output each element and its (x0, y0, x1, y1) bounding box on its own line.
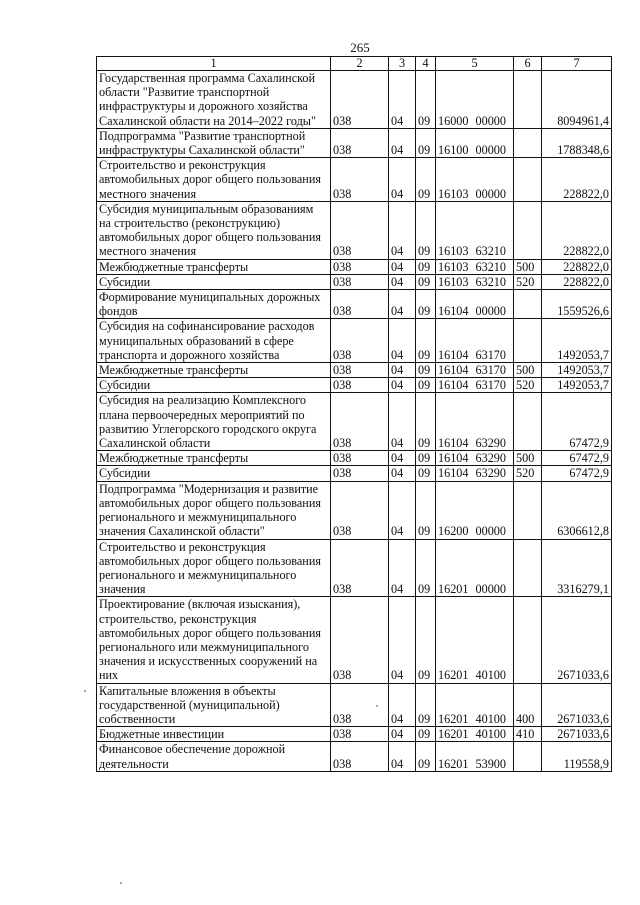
table-row (97, 71, 612, 129)
target-article-code: 16104 63290 (436, 451, 514, 466)
table-row (97, 128, 612, 157)
subsection-code: 09 (416, 393, 436, 451)
item-name: Субсидия муниципальным образованиям на строительство (реконструкцию) автомобильных дорог общего пользования местного значения (97, 201, 331, 259)
ministry-code: 038 (331, 393, 389, 451)
expense-type-code (514, 290, 542, 319)
section-code: 04 (389, 597, 416, 683)
target-article-code: 16201 40100 (436, 597, 514, 683)
section-code: 04 (389, 683, 416, 727)
item-name: Бюджетные инвестиции (97, 727, 331, 742)
subsection-code: 09 (416, 597, 436, 683)
expense-type-code: 520 (514, 274, 542, 289)
section-code: 04 (389, 363, 416, 378)
ministry-code: 038 (331, 742, 389, 771)
item-name: Подпрограмма "Развитие транспортной инфраструктуры Сахалинской области" (97, 128, 331, 157)
item-name: Подпрограмма "Модернизация и развитие автомобильных дорог общего пользования регионального и межмуниципального значения Сахалинской области" (97, 481, 331, 539)
subsection-code: 09 (416, 742, 436, 771)
ministry-code: 038 (331, 378, 389, 393)
table-row (97, 274, 612, 289)
amount: 67472,9 (542, 451, 612, 466)
target-article-code: 16103 63210 (436, 274, 514, 289)
subsection-code: 09 (416, 727, 436, 742)
item-name: Капитальные вложения в объекты государственной (муниципальной) собственности (97, 683, 331, 727)
expense-type-code (514, 742, 542, 771)
table-row (97, 597, 612, 683)
ministry-code: 038 (331, 451, 389, 466)
subsection-code: 09 (416, 274, 436, 289)
item-name: Субсидия на реализацию Комплексного плана первоочередных мероприятий по развитию Углегорского городского округа Сахалинской области (97, 393, 331, 451)
amount: 228822,0 (542, 259, 612, 274)
item-name: Субсидия на софинансирование расходов муниципальных образований в сфере транспорта и дорожного хозяйства (97, 319, 331, 363)
ministry-code: 038 (331, 158, 389, 202)
table-row (97, 393, 612, 451)
table-row (97, 466, 612, 481)
expense-type-code (514, 128, 542, 157)
expense-type-code (514, 319, 542, 363)
amount: 67472,9 (542, 393, 612, 451)
target-article-code: 16201 00000 (436, 539, 514, 597)
table-row (97, 451, 612, 466)
target-article-code: 16104 63290 (436, 393, 514, 451)
amount: 67472,9 (542, 466, 612, 481)
amount: 3316279,1 (542, 539, 612, 597)
table-body (97, 71, 612, 772)
target-article-code: 16100 00000 (436, 128, 514, 157)
section-code: 04 (389, 290, 416, 319)
expense-type-code: 520 (514, 466, 542, 481)
subsection-code: 09 (416, 481, 436, 539)
expense-type-code (514, 158, 542, 202)
header-row (97, 57, 612, 71)
target-article-code: 16000 00000 (436, 71, 514, 129)
scan-speck (376, 705, 378, 707)
column-header: 6 (514, 57, 542, 71)
amount: 228822,0 (542, 158, 612, 202)
item-name: Строительство и реконструкция автомобильных дорог общего пользования местного значения (97, 158, 331, 202)
ministry-code: 038 (331, 274, 389, 289)
section-code: 04 (389, 378, 416, 393)
item-name: Субсидии (97, 378, 331, 393)
ministry-code: 038 (331, 290, 389, 319)
page-number: 265 (350, 40, 370, 55)
expense-type-code: 500 (514, 363, 542, 378)
scan-speck (120, 882, 122, 884)
section-code: 04 (389, 539, 416, 597)
table-row (97, 363, 612, 378)
ministry-code: 038 (331, 319, 389, 363)
expense-type-code: 400 (514, 683, 542, 727)
subsection-code: 09 (416, 466, 436, 481)
expense-type-code: 500 (514, 451, 542, 466)
expense-type-code (514, 393, 542, 451)
subsection-code: 09 (416, 539, 436, 597)
subsection-code: 09 (416, 71, 436, 129)
target-article-code: 16104 63170 (436, 319, 514, 363)
section-code: 04 (389, 158, 416, 202)
section-code: 04 (389, 201, 416, 259)
item-name: Строительство и реконструкция автомобильных дорог общего пользования регионального и межмуниципального значения (97, 539, 331, 597)
table-row (97, 158, 612, 202)
section-code: 04 (389, 128, 416, 157)
ministry-code: 038 (331, 71, 389, 129)
table-row (97, 481, 612, 539)
column-header: 5 (436, 57, 514, 71)
item-name: Субсидии (97, 274, 331, 289)
item-name: Проектирование (включая изыскания), строительство, реконструкция автомобильных дорог общего пользования регионального или межмуниципального значения и искусственных сооружений на них (97, 597, 331, 683)
item-name: Субсидии (97, 466, 331, 481)
expense-type-code: 520 (514, 378, 542, 393)
ministry-code: 038 (331, 481, 389, 539)
expense-type-code (514, 201, 542, 259)
target-article-code: 16201 40100 (436, 683, 514, 727)
expense-type-code (514, 539, 542, 597)
amount: 1559526,6 (542, 290, 612, 319)
amount: 2671033,6 (542, 683, 612, 727)
ministry-code: 038 (331, 597, 389, 683)
ministry-code: 038 (331, 363, 389, 378)
expense-type-code: 500 (514, 259, 542, 274)
expense-type-code: 410 (514, 727, 542, 742)
table-row (97, 319, 612, 363)
target-article-code: 16104 00000 (436, 290, 514, 319)
section-code: 04 (389, 451, 416, 466)
target-article-code: 16103 63210 (436, 259, 514, 274)
table-row (97, 742, 612, 771)
section-code: 04 (389, 319, 416, 363)
target-article-code: 16103 63210 (436, 201, 514, 259)
target-article-code: 16103 00000 (436, 158, 514, 202)
ministry-code: 038 (331, 259, 389, 274)
column-header: 1 (97, 57, 331, 71)
item-name: Финансовое обеспечение дорожной деятельности (97, 742, 331, 771)
item-name: Формирование муниципальных дорожных фондов (97, 290, 331, 319)
section-code: 04 (389, 481, 416, 539)
amount: 228822,0 (542, 201, 612, 259)
subsection-code: 09 (416, 451, 436, 466)
amount: 1492053,7 (542, 319, 612, 363)
table-row (97, 290, 612, 319)
subsection-code: 09 (416, 158, 436, 202)
item-name: Межбюджетные трансферты (97, 259, 331, 274)
subsection-code: 09 (416, 128, 436, 157)
table-row (97, 378, 612, 393)
ministry-code: 038 (331, 466, 389, 481)
amount: 1492053,7 (542, 363, 612, 378)
ministry-code: 038 (331, 727, 389, 742)
section-code: 04 (389, 393, 416, 451)
expense-type-code (514, 481, 542, 539)
amount: 1788348,6 (542, 128, 612, 157)
subsection-code: 09 (416, 201, 436, 259)
table-row (97, 539, 612, 597)
table-row (97, 727, 612, 742)
section-code: 04 (389, 742, 416, 771)
section-code: 04 (389, 727, 416, 742)
ministry-code: 038 (331, 539, 389, 597)
target-article-code: 16201 53900 (436, 742, 514, 771)
amount: 8094961,4 (542, 71, 612, 129)
amount: 2671033,6 (542, 597, 612, 683)
column-header: 3 (389, 57, 416, 71)
table-row (97, 201, 612, 259)
subsection-code: 09 (416, 363, 436, 378)
target-article-code: 16200 00000 (436, 481, 514, 539)
amount: 228822,0 (542, 274, 612, 289)
target-article-code: 16104 63170 (436, 363, 514, 378)
amount: 2671033,6 (542, 727, 612, 742)
subsection-code: 09 (416, 290, 436, 319)
amount: 1492053,7 (542, 378, 612, 393)
scan-speck (84, 690, 86, 692)
target-article-code: 16104 63290 (436, 466, 514, 481)
expense-type-code (514, 597, 542, 683)
section-code: 04 (389, 274, 416, 289)
ministry-code: 038 (331, 683, 389, 727)
column-header: 7 (542, 57, 612, 71)
subsection-code: 09 (416, 259, 436, 274)
expense-type-code (514, 71, 542, 129)
ministry-code: 038 (331, 201, 389, 259)
item-name: Межбюджетные трансферты (97, 451, 331, 466)
target-article-code: 16104 63170 (436, 378, 514, 393)
subsection-code: 09 (416, 319, 436, 363)
section-code: 04 (389, 466, 416, 481)
subsection-code: 09 (416, 683, 436, 727)
column-header: 4 (416, 57, 436, 71)
section-code: 04 (389, 259, 416, 274)
column-header: 2 (331, 57, 389, 71)
item-name: Государственная программа Сахалинской области "Развитие транспортной инфраструктуры и дорожного хозяйства Сахалинской области на 2014–2022 годы" (97, 71, 331, 129)
item-name: Межбюджетные трансферты (97, 363, 331, 378)
amount: 119558,9 (542, 742, 612, 771)
ministry-code: 038 (331, 128, 389, 157)
section-code: 04 (389, 71, 416, 129)
table-row (97, 259, 612, 274)
budget-table (96, 56, 612, 772)
amount: 6306612,8 (542, 481, 612, 539)
table-row (97, 683, 612, 727)
subsection-code: 09 (416, 378, 436, 393)
target-article-code: 16201 40100 (436, 727, 514, 742)
